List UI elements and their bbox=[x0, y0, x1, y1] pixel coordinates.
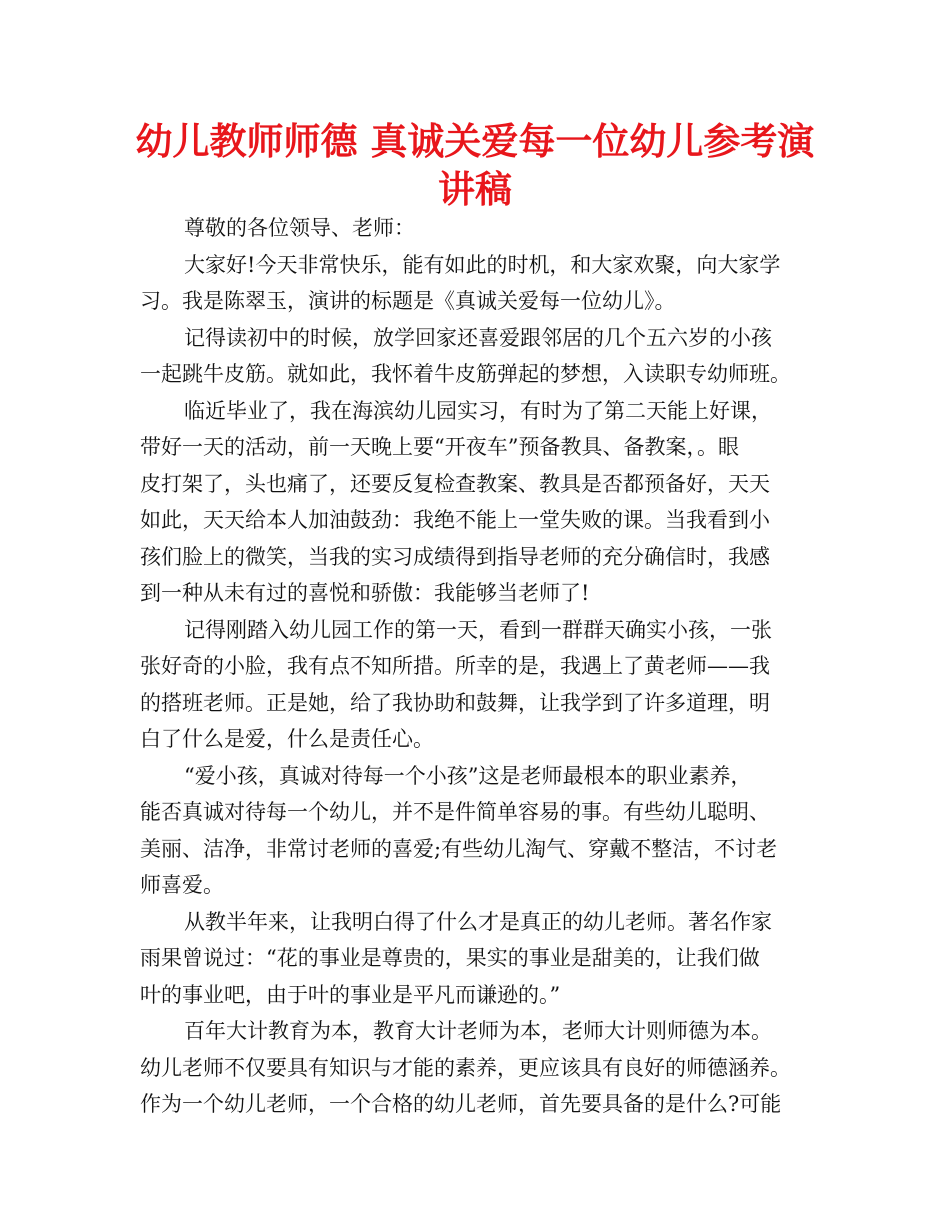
body-line: 记得刚踏入幼儿园工作的第一天，看到一群群天确实小孩，一张 bbox=[184, 617, 772, 642]
body-line: 白了什么是爱，什么是责任心。 bbox=[140, 727, 434, 751]
body-line: 习。我是陈翠玉，演讲的标题是《真诚关爱每一位幼儿》。 bbox=[140, 289, 676, 313]
body-line: 能否真诚对待每一个幼儿，并不是件简单容易的事。有些幼儿聪明、 bbox=[140, 800, 770, 824]
body-line: 作为一个幼儿老师，一个合格的幼儿老师，首先要具备的是什么?可能 bbox=[140, 1092, 782, 1116]
body-line: 记得读初中的时候，放学回家还喜爱跟邻居的几个五六岁的小孩 bbox=[184, 325, 772, 350]
body-line: 的搭班老师。正是她，给了我协助和鼓舞，让我学到了许多道理，明 bbox=[140, 690, 770, 715]
title-line-2: 讲稿 bbox=[438, 168, 512, 211]
body-line: 雨果曾说过：“花的事业是尊贵的，果实的事业是甜美的，让我们做 bbox=[140, 946, 760, 970]
body-line: 一起跳牛皮筋。就如此，我怀着牛皮筋弹起的梦想，入读职专幼师班。 bbox=[140, 362, 791, 386]
body-line: 幼儿老师不仅要具有知识与才能的素养，更应该具有良好的师德涵养。 bbox=[140, 1055, 791, 1080]
body-line: 叶的事业吧，由于叶的事业是平凡而谦逊的。” bbox=[140, 982, 561, 1007]
document-title bbox=[100, 118, 850, 214]
body-line: 尊敬的各位领导、老师： bbox=[184, 216, 415, 240]
document-body bbox=[140, 210, 812, 1123]
body-line: 带好一天的活动，前一天晚上要“开夜车”预备教具、备教案，。眼 bbox=[140, 435, 739, 459]
body-line: 到一种从未有过的喜悦和骄傲：我能够当老师了! bbox=[140, 581, 590, 605]
body-line: 临近毕业了，我在海滨幼儿园实习，有时为了第二天能上好课， bbox=[184, 398, 772, 423]
body-line: 百年大计教育为本，教育大计老师为本，老师大计则师德为本。 bbox=[184, 1019, 772, 1043]
body-line: 如此，天天给本人加油鼓劲：我绝不能上一堂失败的课。当我看到小 bbox=[140, 508, 770, 532]
body-line: 从教半年来，让我明白得了什么才是真正的幼儿老师。著名作家 bbox=[184, 909, 772, 934]
title-line-1: 幼儿教师师德 真诚关爱每一位幼儿参考演 bbox=[135, 120, 815, 163]
body-line: “爱小孩，真诚对待每一个小孩”这是老师最根本的职业素养， bbox=[184, 763, 752, 788]
body-line: 张好奇的小脸，我有点不知所措。所幸的是，我遇上了黄老师——我 bbox=[140, 654, 770, 678]
body-line: 孩们脸上的微笑，当我的实习成绩得到指导老师的充分确信时，我感 bbox=[140, 544, 770, 569]
body-line: 美丽、洁净，非常讨老师的喜爱;有些幼儿淘气、穿戴不整洁，不讨老 bbox=[140, 836, 778, 861]
body-line: 皮打架了，头也痛了，还要反复检查教案、教具是否都预备好，天天 bbox=[140, 471, 770, 496]
body-line: 大家好!今天非常快乐，能有如此的时机，和大家欢聚，向大家学 bbox=[184, 252, 781, 277]
body-line: 师喜爱。 bbox=[140, 873, 224, 897]
